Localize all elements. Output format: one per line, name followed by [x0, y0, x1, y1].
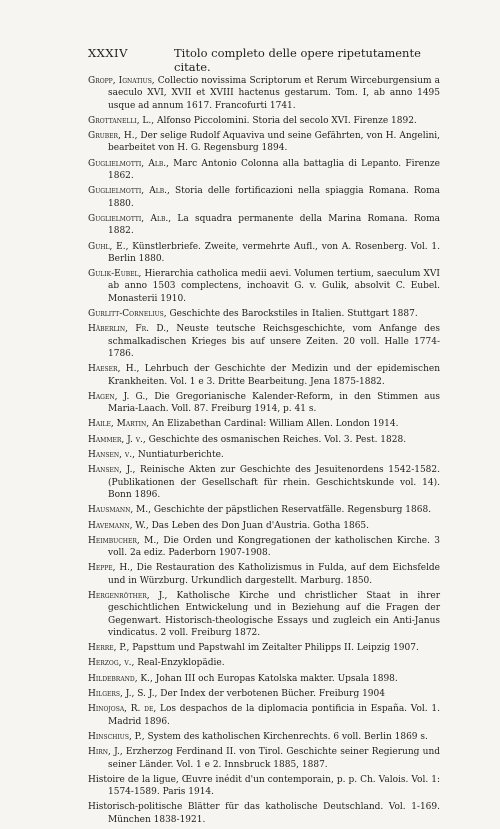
bibliography-entry — [88, 642, 440, 654]
entry-text: Historisch-politische Blätter für das katholische Deutschland. Vol. 1-169. München 1838-1921. — [88, 802, 440, 825]
entry-text: Die Gregorianische Kalender-Reform, in den Stimmen aus Maria-Laach. Voll. 87. Freiburg 1914, p. 41 s. — [108, 391, 440, 415]
entry-text: Collectio novissima Scriptorum et Rerum Wirceburgensium a saeculo XVI, XVII et XVIII hactenus gestarum. Tom. I, ab anno 1495 usque ad annum 1617. Francofurti 1741. — [108, 76, 440, 111]
entry-author: Heppe, H., — [88, 563, 133, 574]
entry-text: Erzherzog Ferdinand II. von Tirol. Geschichte seiner Regierung und seiner Länder. Vol. 1 e 2. Innsbruck 1885, 1887. — [108, 747, 440, 770]
entry-text: Lehrbuch der Geschichte der Medizin und der epidemischen Krankheiten. Vol. 1 e 3. Dritte Bearbeitung. Jena 1875-1882. — [108, 364, 440, 387]
entry-text: Geschichte des osmanischen Reiches. Vol. 3. Pest. 1828. — [145, 434, 407, 445]
running-title: Titolo completo delle opere ripetutamente citate. — [174, 46, 421, 74]
entry-author: Hausmann, M., — [88, 505, 151, 516]
entry-author: Haeser, H., — [88, 364, 140, 375]
bibliography-entry — [88, 688, 440, 700]
entry-text: Alfonso Piccolomini. Storia del secolo XVI. Firenze 1892. — [154, 115, 417, 126]
bibliography-entry — [88, 185, 440, 210]
entry-text: Hierarchia catholica medii aevi. Volumen tertium, saeculum XVI ab anno 1503 complectens, inchoavit G. v. Gulik, absolvit C. Eubel. Monasterii 1910. — [108, 269, 440, 304]
entry-author: Guglielmotti, Alb., — [88, 158, 169, 169]
bibliography-entry — [88, 308, 440, 320]
page-number: XXXIV — [88, 46, 128, 60]
entry-text: Geschichte des Barockstiles in Italien. Stuttgart 1887. — [166, 309, 418, 320]
bibliography-entry — [88, 323, 440, 360]
entry-author: Gropp, Ignatius, — [88, 76, 155, 86]
bibliography-entry — [88, 130, 440, 155]
bibliography-entry — [88, 731, 440, 743]
entry-text: Neuste teutsche Reichsgeschichte, vom Anfange des schmalkadischen Krieges bis auf unsere Zeiten. 20 voll. Halle 1774-1786. — [108, 324, 441, 359]
bibliography-entry — [88, 774, 440, 799]
bibliography-entry — [88, 520, 440, 532]
entry-author: Havemann, W., — [88, 520, 149, 531]
entry-text: Der Index der verbotenen Bücher. Freiburg 1904 — [157, 689, 385, 700]
entry-text: Künstlerbriefe. Zweite, vermehrte Aufl., von A. Rosenberg. Vol. 1. Berlin 1880. — [108, 241, 440, 264]
entry-author: Grottanelli, L., — [88, 115, 155, 126]
bibliography-entry — [88, 504, 440, 516]
bibliography-entry — [88, 391, 440, 416]
entry-author: Hinojosa, R. de, — [88, 704, 157, 715]
entry-author: Hirn, J., — [88, 747, 123, 758]
bibliography-entry — [88, 746, 440, 771]
entry-text: Reinische Akten zur Geschichte des Jesuitenordens 1542-1582. (Publikationen der Gesellschaft für rhein. Geschichtskunde vol. 14). Bonn 1896. — [108, 465, 440, 500]
entry-text: Marc Antonio Colonna alla battaglia di Lepanto. Firenze 1862. — [108, 158, 440, 182]
entry-text: Der selige Rudolf Aquaviva und seine Gefährten, von H. Angelini, bearbeitet von H. G. Regensburg 1894. — [108, 131, 440, 154]
bibliography-entry — [88, 590, 440, 639]
entry-text: Katholische Kirche und christlicher Staat in ihrer geschichtlichen Entwickelung und in Beziehung auf die Fragen der Gegenwart. Historisch-theologische Essays und zugleich ein Anti-Janus vindicatus. 2 voll. Freiburg 1872. — [108, 590, 440, 638]
entry-author: Herzog, v., — [88, 658, 135, 669]
bibliography-entry — [88, 418, 440, 430]
entry-author: Hansen, J., — [88, 465, 136, 476]
entry-author: Hildebrand, K., — [88, 673, 153, 684]
entry-author: Guhl, E., — [88, 241, 129, 252]
entry-author: Gruber, H., — [88, 131, 138, 142]
bibliography-list — [88, 75, 440, 829]
bibliography-entry — [88, 241, 440, 266]
entry-author: Guglielmotti, Alb., — [88, 186, 170, 197]
entry-author: Hergenröther, J., — [88, 590, 168, 601]
entry-text: Das Leben des Don Juan d'Austria. Gotha 1865. — [148, 520, 370, 531]
entry-author: Hansen, v., — [88, 450, 135, 461]
bibliography-entry — [88, 449, 440, 461]
bibliography-entry — [88, 801, 440, 826]
entry-text: Storia delle fortificazioni nella spiaggia Romana. Roma 1880. — [108, 186, 440, 209]
entry-author: Hagen, J. G., — [88, 391, 149, 402]
bibliography-entry — [88, 657, 440, 669]
entry-author: Haile, Martin, — [88, 419, 150, 430]
bibliography-entry — [88, 535, 440, 560]
bibliography-entry — [88, 75, 440, 112]
entry-author: Heimbucher, M., — [88, 535, 160, 546]
bibliography-entry — [88, 464, 440, 501]
entry-text: Nuntiaturberichte. — [134, 450, 224, 461]
bibliography-entry — [88, 115, 440, 127]
entry-text: Papsttum und Papstwahl im Zeitalter Philipps II. Leipzig 1907. — [129, 643, 419, 654]
bibliography-entry — [88, 158, 440, 183]
bibliography-entry — [88, 268, 440, 305]
entry-author: Häberlin, Fr. D., — [88, 324, 169, 335]
entry-text: Die Restauration des Katholizismus in Fulda, auf dem Eichsfelde und in Würzburg. Urkundlich dargestellt. Marburg. 1850. — [108, 563, 441, 586]
entry-text: Johan III och Europas Katolska makter. Upsala 1898. — [152, 673, 398, 684]
bibliography-entry — [88, 562, 440, 587]
page-header — [88, 46, 440, 74]
entry-text: Los despachos de la diplomacia pontificia in España. Vol. 1. Madrid 1896. — [108, 704, 440, 727]
entry-text: An Elizabethan Cardinal: William Allen. London 1914. — [149, 419, 399, 430]
entry-text: Histoire de la ligue, Œuvre inédit d'un contemporain, p. p. Ch. Valois. Vol. 1: 1574-1589. Paris 1914. — [88, 774, 440, 798]
entry-author: Hammer, J. v., — [88, 434, 146, 445]
bibliography-entry — [88, 213, 440, 238]
bibliography-entry — [88, 703, 440, 728]
entry-text: Geschichte der päpstlichen Reservatfälle. Regensburg 1868. — [150, 505, 432, 516]
entry-text: Die Orden und Kongregationen der katholischen Kirche. 3 voll. 2a ediz. Paderborn 1907-1908. — [108, 535, 440, 559]
bibliography-entry — [88, 673, 440, 685]
entry-author: Gulik-Eubel, — [88, 269, 142, 280]
entry-author: Guglielmotti, Alb., — [88, 213, 172, 224]
entry-text: La squadra permanente della Marina Romana. Roma 1882. — [108, 213, 440, 237]
entry-text: System des katholischen Kirchenrechts. 6 voll. Berlin 1869 s. — [144, 731, 428, 742]
entry-author: Hinschius, P., — [88, 731, 145, 742]
entry-author: Gurlitt-Cornelius, — [88, 309, 167, 320]
bibliography-entry — [88, 363, 440, 388]
entry-text: Real-Enzyklopädie. — [134, 658, 225, 669]
entry-author: Herre, P., — [88, 643, 130, 654]
bibliography-entry — [88, 434, 440, 446]
entry-author: Hilgers, J., S. J., — [88, 689, 158, 700]
